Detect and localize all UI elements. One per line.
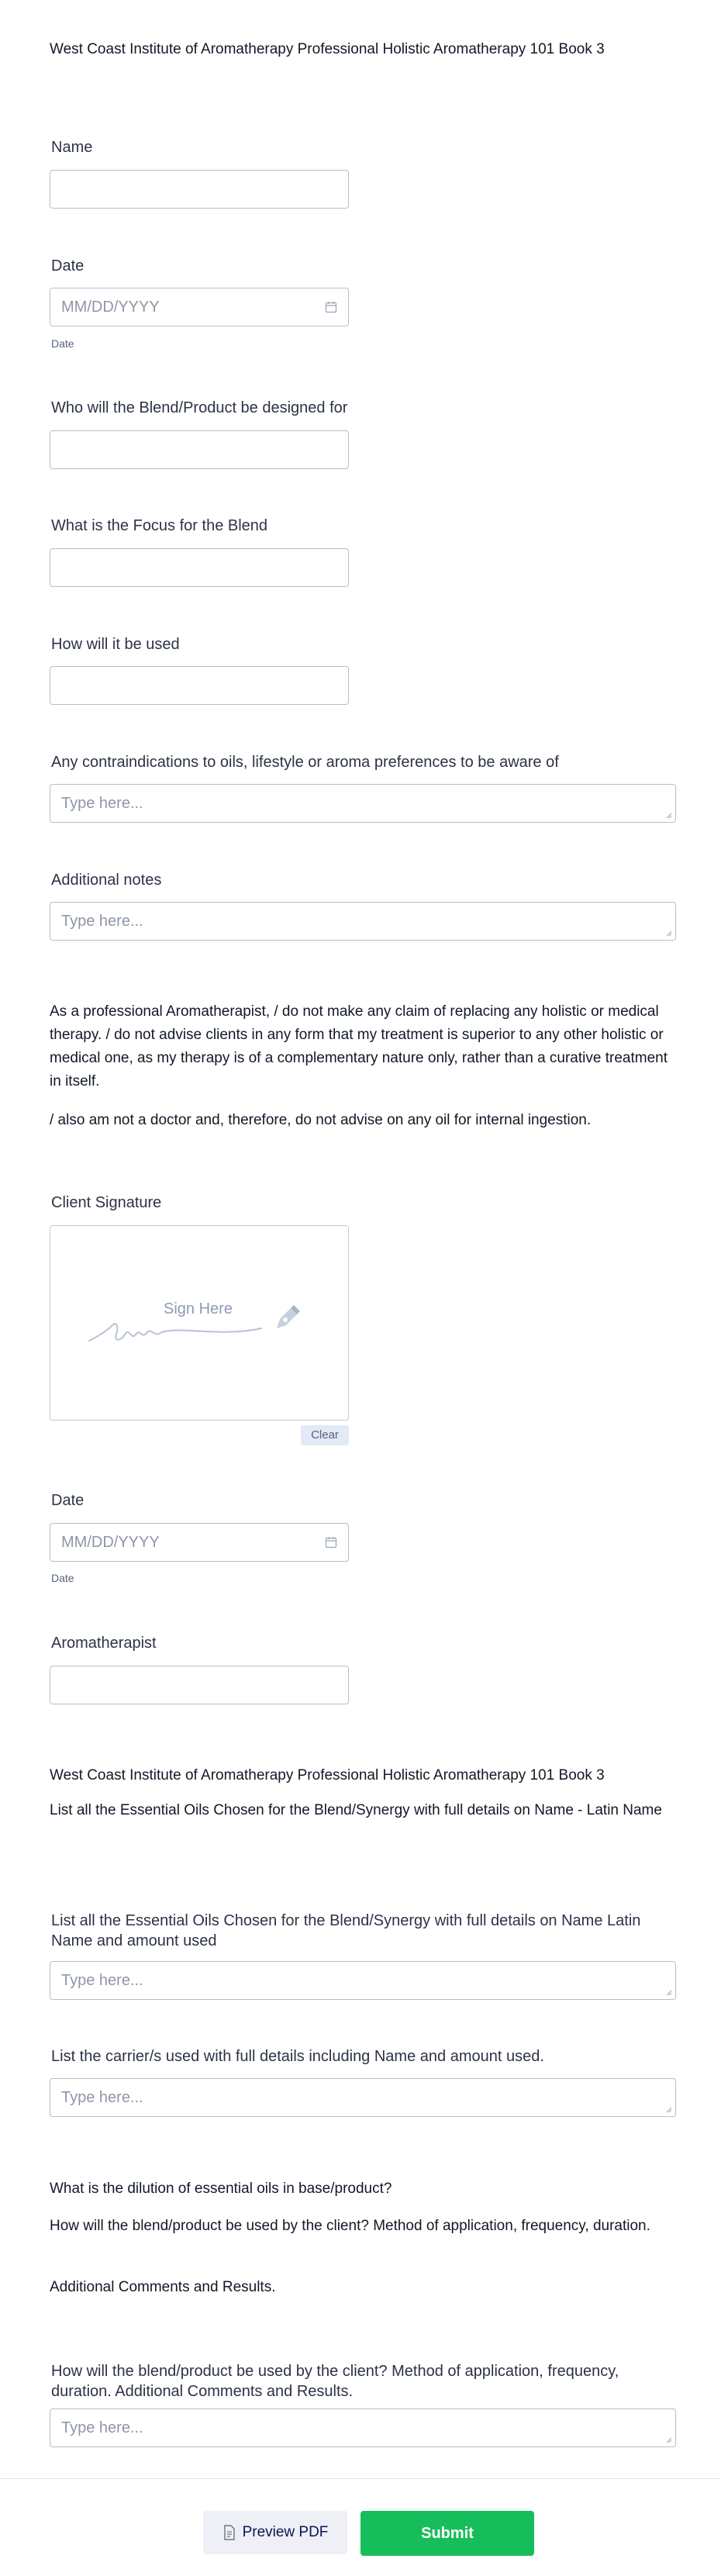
section2-header: West Coast Institute of Aromatherapy Professional Holistic Aromatherapy 101 Book 3 <box>50 1767 605 1784</box>
preview-pdf-button[interactable] <box>203 2511 347 2554</box>
date2-sublabel: Date <box>51 1572 74 1584</box>
focus-input[interactable] <box>50 548 349 587</box>
date2-input[interactable] <box>50 1523 349 1562</box>
contraindications-label: Any contraindications to oils, lifestyle or aroma preferences to be aware of <box>51 754 559 771</box>
date-sublabel: Date <box>51 337 74 350</box>
section2-intro: List all the Essential Oils Chosen for the Blend/Synergy with full details on Name - Latin Name <box>50 1802 662 1818</box>
pdf-icon <box>223 2525 236 2540</box>
final-placeholder: Type here... <box>61 2419 143 2436</box>
pen-nib-icon <box>272 1302 303 1333</box>
date-label: Date <box>51 257 85 275</box>
question-comments: Additional Comments and Results. <box>50 2279 276 2295</box>
disclaimer-paragraph-1: As a professional Aromatherapist, / do not make any claim of replacing any holistic or medical therapy. / do not advise clients in any form that my treatment is superior to any other holistic or medical one, as my therapy is of a complementary nature only, rather than a curative treatment in itself. <box>50 1003 668 1089</box>
aromatherapist-label: Aromatherapist <box>51 1635 157 1652</box>
contraindications-textarea[interactable] <box>50 784 676 823</box>
footer-divider <box>0 2478 721 2479</box>
date-input[interactable] <box>50 288 349 326</box>
signature-pad[interactable] <box>50 1225 349 1421</box>
usage-label: How will it be used <box>51 636 180 653</box>
oils-label: List all the Essential Oils Chosen for the Blend/Synergy with full details on Name Latin Name and amount used <box>51 1912 641 1949</box>
disclaimer-paragraph-2: / also am not a doctor and, therefore, do not advise on any oil for internal ingestion. <box>50 1112 592 1128</box>
oils-textarea[interactable] <box>50 1961 676 2000</box>
preview-pdf-label: Preview PDF <box>242 2524 329 2540</box>
final-textarea[interactable] <box>50 2409 676 2447</box>
carriers-label: List the carrier/s used with full details including Name and amount used. <box>51 2048 544 2065</box>
signature-scribble <box>89 1324 261 1341</box>
signature-hint: Sign Here <box>164 1300 233 1317</box>
carriers-placeholder: Type here... <box>61 2089 143 2106</box>
designed-for-input[interactable] <box>50 430 349 469</box>
form-header: West Coast Institute of Aromatherapy Professional Holistic Aromatherapy 101 Book 3 <box>50 41 605 57</box>
resize-handle-icon[interactable] <box>666 1990 672 1996</box>
calendar-icon[interactable] <box>325 301 337 313</box>
carriers-textarea[interactable] <box>50 2078 676 2117</box>
resize-handle-icon[interactable] <box>666 2107 672 2113</box>
resize-handle-icon[interactable] <box>666 931 672 937</box>
calendar-icon[interactable] <box>325 1536 337 1549</box>
resize-handle-icon[interactable] <box>666 813 672 819</box>
notes-placeholder: Type here... <box>61 913 143 930</box>
date2-placeholder: MM/DD/YYYY <box>61 1534 160 1551</box>
date2-label: Date <box>51 1492 85 1509</box>
submit-button[interactable]: Submit <box>360 2511 534 2556</box>
notes-textarea[interactable] <box>50 902 676 941</box>
final-label: How will the blend/product be used by the client? Method of application, frequency, duration. Additional Comments and Results. <box>51 2363 619 2400</box>
aromatherapist-input[interactable] <box>50 1666 349 1704</box>
clear-signature-button[interactable]: Clear <box>301 1425 349 1445</box>
question-dilution: What is the dilution of essential oils in base/product? <box>50 2181 392 2197</box>
date-placeholder: MM/DD/YYYY <box>61 299 160 316</box>
designed-for-label: Who will the Blend/Product be designed for <box>51 399 348 416</box>
name-input[interactable] <box>50 170 349 209</box>
oils-placeholder: Type here... <box>61 1972 143 1989</box>
focus-label: What is the Focus for the Blend <box>51 517 268 534</box>
usage-input[interactable] <box>50 666 349 705</box>
name-label: Name <box>51 139 93 156</box>
notes-label: Additional notes <box>51 872 162 889</box>
contraindications-placeholder: Type here... <box>61 795 143 812</box>
resize-handle-icon[interactable] <box>666 2437 672 2443</box>
question-usage: How will the blend/product be used by the client? Method of application, frequency, duration. <box>50 2218 650 2234</box>
signature-label: Client Signature <box>51 1194 162 1211</box>
